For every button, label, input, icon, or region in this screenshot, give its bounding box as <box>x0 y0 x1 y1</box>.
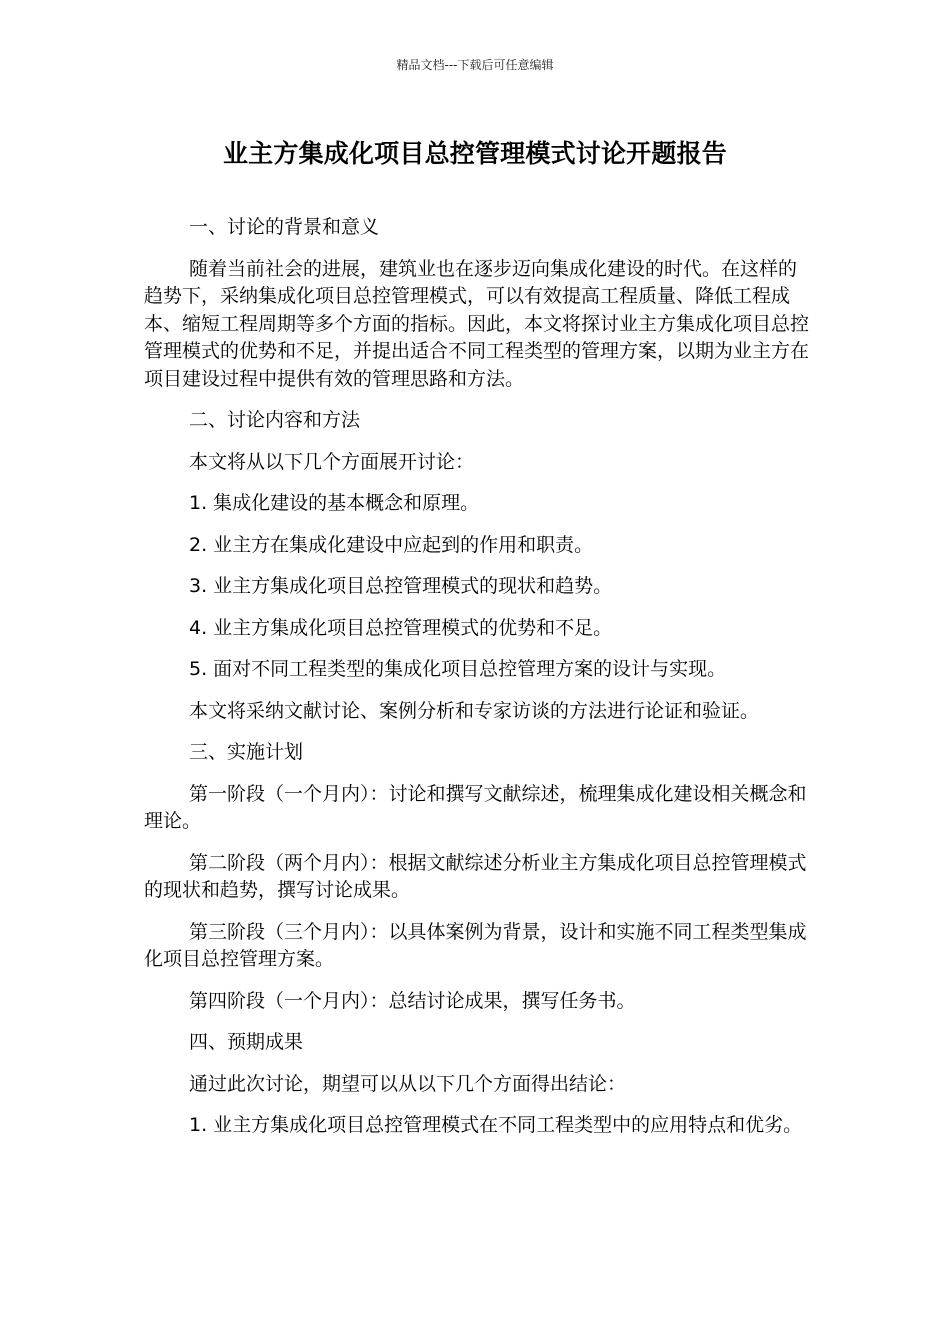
list-item-4: 4. 业主方集成化项目总控管理模式的优势和不足。 <box>189 616 613 639</box>
page-header: 精品文档---下载后可任意编辑 <box>396 58 554 72</box>
list-item-3: 3. 业主方集成化项目总控管理模式的现状和趋势。 <box>189 575 613 597</box>
document-body <box>144 214 814 1154</box>
section-heading-background: 一、讨论的背景和意义 <box>189 216 380 238</box>
list-item-1: 1. 集成化建设的基本概念和原理。 <box>189 492 480 514</box>
document-title: 业主方集成化项目总控管理模式讨论开题报告 <box>222 139 727 168</box>
list-item-2: 2. 业主方在集成化建设中应起到的作用和职责。 <box>189 533 594 556</box>
plan-stage-4: 第四阶段（一个月内）：总结讨论成果，撰写任务书。 <box>189 989 636 1012</box>
results-item-1: 1. 业主方集成化项目总控管理模式在不同工程类型中的应用特点和优劣。 <box>189 1114 803 1136</box>
list-item-5: 5. 面对不同工程类型的集成化项目总控管理方案的设计与实现。 <box>189 658 727 680</box>
paragraph-results-intro: 通过此次讨论，期望可以从以下几个方面得出结论： <box>189 1072 627 1095</box>
paragraph-intro-aspects: 本文将从以下几个方面展开讨论： <box>189 450 475 473</box>
section-heading-plan: 三、实施计划 <box>189 741 304 763</box>
plan-stage-2: 第二阶段（两个月内）：根据文献综述分析业主方集成化项目总控管理模式的现状和趋势，撰写讨论成果。 <box>144 851 807 901</box>
plan-stage-1: 第一阶段（一个月内）：讨论和撰写文献综述，梳理集成化建设相关概念和理论。 <box>144 782 807 832</box>
plan-stage-3: 第三阶段（三个月内）：以具体案例为背景，设计和实施不同工程类型集成化项目总控管理方案。 <box>144 920 807 970</box>
paragraph-methods: 本文将采纳文献讨论、案例分析和专家访谈的方法进行论证和验证。 <box>189 699 760 722</box>
paragraph-background: 随着当前社会的进展，建筑业也在逐步迈向集成化建设的时代。在这样的趋势下，采纳集成化项目总控管理模式，可以有效提高工程质量、降低工程成本、缩短工程周期等多个方面的指标。因此，本文将探讨业主方集成化项目总控管理模式的优势和不足，并提出适合不同工程类型的管理方案，以期为业主方在项目建设过程中提供有效的管理思路和方法。 <box>144 257 810 390</box>
section-heading-content-method: 二、讨论内容和方法 <box>189 409 361 431</box>
section-heading-results: 四、预期成果 <box>189 1031 304 1053</box>
